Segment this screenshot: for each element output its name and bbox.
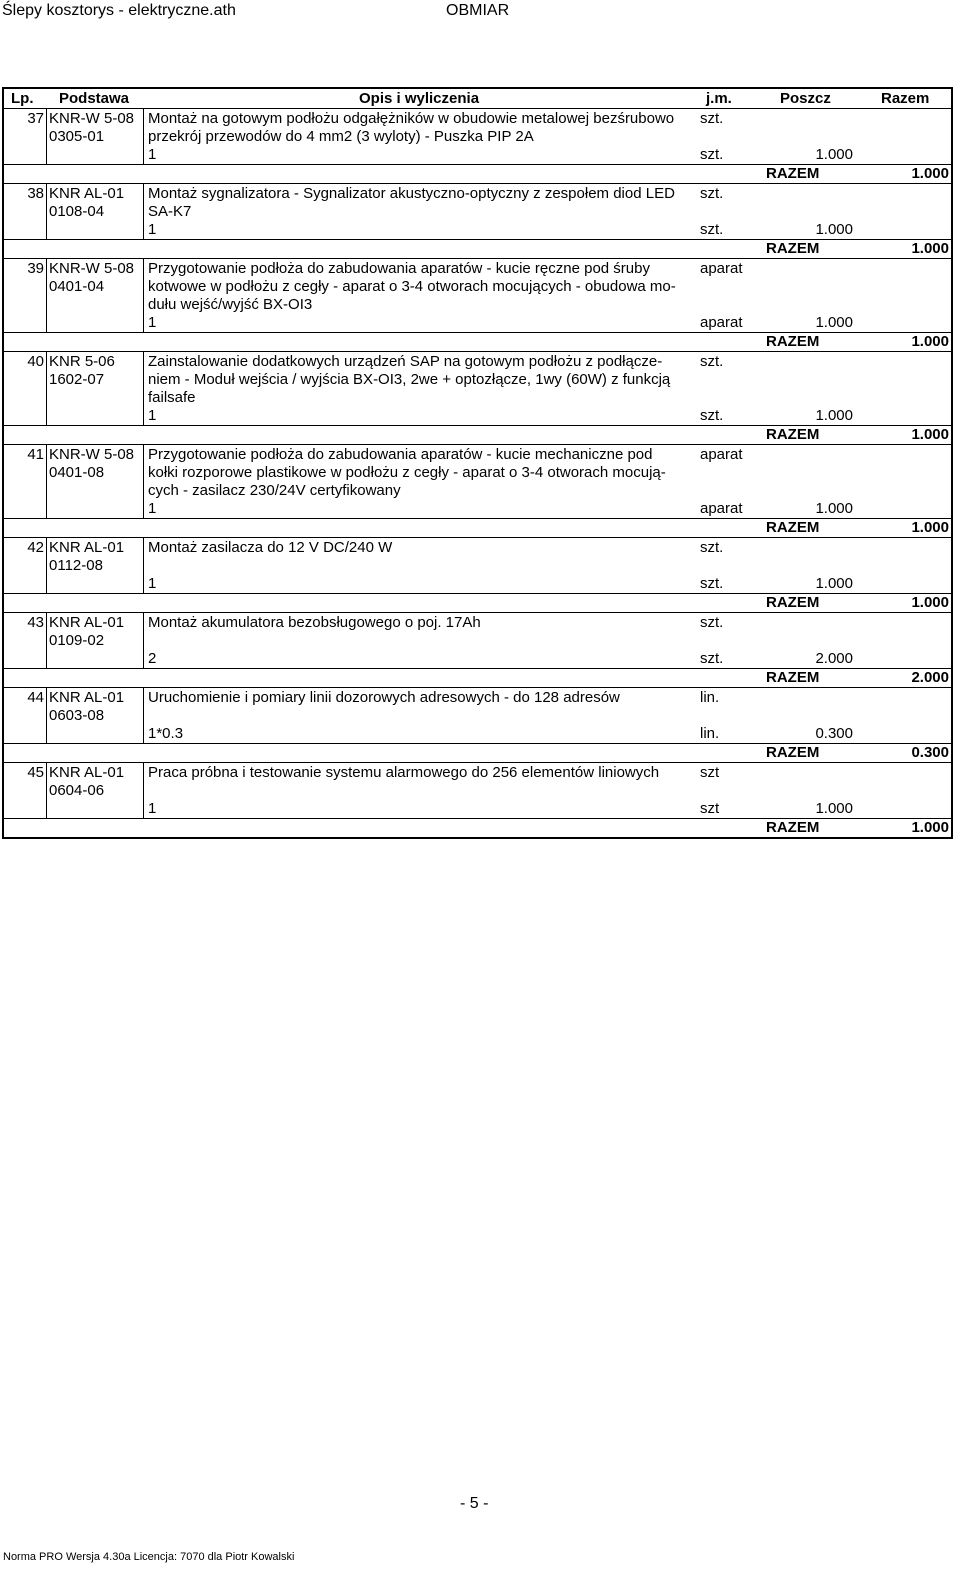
calc-expression: 1 — [148, 146, 157, 163]
calc-unit: szt. — [700, 575, 724, 592]
base-line: 0603-08 — [49, 707, 105, 724]
sum-label: RAZEM — [766, 426, 820, 443]
table-row — [4, 538, 951, 613]
calc-expression: 1 — [148, 314, 157, 331]
row-unit: lin. — [700, 689, 720, 706]
column-divider — [143, 688, 144, 744]
column-divider — [46, 688, 47, 744]
calc-value: 0.300 — [815, 725, 853, 742]
row-number: 41 — [27, 446, 44, 463]
row-base — [49, 614, 141, 650]
row-unit: szt. — [700, 110, 724, 127]
description-line: Praca próbna i testowanie systemu alarmowego do 256 elementów liniowych — [148, 764, 660, 781]
row-base — [49, 689, 141, 725]
table-row — [4, 259, 951, 352]
document-title: Ślepy kosztorys - elektryczne.ath — [2, 2, 236, 19]
row-description — [148, 260, 696, 314]
column-divider — [143, 445, 144, 519]
sum-value: 1.000 — [911, 594, 949, 611]
sum-label: RAZEM — [766, 333, 820, 350]
sum-label: RAZEM — [766, 519, 820, 536]
row-description — [148, 539, 696, 557]
row-number: 43 — [27, 614, 44, 631]
sum-value: 1.000 — [911, 426, 949, 443]
row-base — [49, 353, 141, 389]
sum-label: RAZEM — [766, 744, 820, 761]
base-line: 0109-02 — [49, 632, 105, 649]
calc-value: 1.000 — [815, 575, 853, 592]
row-description — [148, 764, 696, 782]
description-line: kotwowe w podłożu z cegły - aparat o 3-4 otworach mocujących - obudowa mo- — [148, 278, 676, 295]
base-line: KNR AL-01 — [49, 185, 125, 202]
col-qty: Poszcz — [780, 90, 831, 107]
row-base — [49, 185, 141, 221]
sum-label: RAZEM — [766, 165, 820, 182]
row-unit: aparat — [700, 446, 743, 463]
row-description — [148, 110, 696, 146]
description-line: SA-K7 — [148, 203, 192, 220]
description-line: dułu wejść/wyjść BX-OI3 — [148, 296, 313, 313]
table-row — [4, 352, 951, 445]
base-line: KNR AL-01 — [49, 614, 125, 631]
sum-label: RAZEM — [766, 819, 820, 836]
sum-value: 1.000 — [911, 819, 949, 836]
calc-value: 1.000 — [815, 500, 853, 517]
table-row — [4, 184, 951, 259]
col-base: Podstawa — [59, 90, 130, 107]
column-divider — [46, 763, 47, 819]
column-divider — [143, 109, 144, 165]
column-divider — [46, 184, 47, 240]
column-divider — [143, 763, 144, 819]
base-line: KNR AL-01 — [49, 764, 125, 781]
calc-unit: aparat — [700, 314, 743, 331]
row-base — [49, 260, 141, 296]
sum-value: 1.000 — [911, 240, 949, 257]
description-line: Zainstalowanie dodatkowych urządzeń SAP na gotowym podłożu z podłącze- — [148, 353, 663, 370]
description-line: niem - Moduł wejścia / wyjścia BX-OI3, 2we + optozłącze, 1wy (60W) z funkcją — [148, 371, 671, 388]
calc-value: 1.000 — [815, 407, 853, 424]
table-row — [4, 445, 951, 538]
sum-value: 0.300 — [911, 744, 949, 761]
row-number: 39 — [27, 260, 44, 277]
column-divider — [46, 445, 47, 519]
column-divider — [46, 352, 47, 426]
calc-value: 1.000 — [815, 314, 853, 331]
row-number: 37 — [27, 110, 44, 127]
sum-value: 1.000 — [911, 333, 949, 350]
row-unit: szt. — [700, 614, 724, 631]
base-line: 0604-06 — [49, 782, 105, 799]
table-row — [4, 763, 951, 837]
calc-unit: aparat — [700, 500, 743, 517]
calc-value: 1.000 — [815, 800, 853, 817]
description-line: Montaż na gotowym podłożu odgałężników w obudowie metalowej bezśrubowo — [148, 110, 675, 127]
base-line: KNR-W 5-08 — [49, 260, 135, 277]
base-line: 0108-04 — [49, 203, 105, 220]
table-row — [4, 688, 951, 763]
description-line: Przygotowanie podłoża do zabudowania aparatów - kucie ręczne pod śruby — [148, 260, 650, 277]
column-divider — [46, 538, 47, 594]
column-divider — [143, 352, 144, 426]
calc-value: 1.000 — [815, 221, 853, 238]
row-unit: szt. — [700, 539, 724, 556]
description-line: Montaż sygnalizatora - Sygnalizator akustyczno-optyczny z zespołem diod LED — [148, 185, 675, 202]
sum-label: RAZEM — [766, 240, 820, 257]
col-desc: Opis i wyliczenia — [359, 90, 480, 107]
description-line: przekrój przewodów do 4 mm2 (3 wyloty) - Puszka PIP 2A — [148, 128, 534, 145]
description-line: Przygotowanie podłoża do zabudowania aparatów - kucie mechaniczne pod — [148, 446, 653, 463]
column-divider — [143, 184, 144, 240]
col-total: Razem — [881, 90, 930, 107]
sum-value: 2.000 — [911, 669, 949, 686]
table-row — [4, 613, 951, 688]
calc-unit: szt. — [700, 650, 724, 667]
row-description — [148, 353, 696, 407]
sum-label: RAZEM — [766, 669, 820, 686]
row-number: 42 — [27, 539, 44, 556]
column-divider — [46, 259, 47, 333]
calc-expression: 1 — [148, 221, 157, 238]
calc-unit: lin. — [700, 725, 720, 742]
base-line: KNR 5-06 — [49, 353, 115, 370]
row-description — [148, 614, 696, 632]
license-footer: Norma PRO Wersja 4.30a Licencja: 7070 dla Piotr Kowalski — [3, 1551, 295, 1563]
calc-unit: szt. — [700, 221, 724, 238]
base-line: 0112-08 — [49, 557, 103, 574]
calc-expression: 1 — [148, 800, 157, 817]
calc-expression: 2 — [148, 650, 157, 667]
col-lp: Lp. — [11, 90, 34, 107]
table-row — [4, 109, 951, 184]
base-line: KNR-W 5-08 — [49, 446, 135, 463]
base-line: KNR AL-01 — [49, 539, 125, 556]
row-unit: aparat — [700, 260, 743, 277]
base-line: 1602-07 — [49, 371, 105, 388]
column-divider — [143, 259, 144, 333]
calc-unit: szt. — [700, 407, 724, 424]
base-line: KNR-W 5-08 — [49, 110, 135, 127]
measurement-table — [2, 87, 953, 839]
table-header — [4, 89, 951, 109]
column-divider — [143, 538, 144, 594]
calc-expression: 1 — [148, 407, 157, 424]
description-line: Uruchomienie i pomiary linii dozorowych adresowych - do 128 adresów — [148, 689, 620, 706]
section-title: OBMIAR — [446, 2, 510, 19]
row-description — [148, 689, 696, 707]
sum-value: 1.000 — [911, 165, 949, 182]
row-description — [148, 446, 696, 500]
col-unit: j.m. — [706, 90, 732, 107]
calc-expression: 1*0.3 — [148, 725, 184, 742]
calc-unit: szt — [700, 800, 720, 817]
description-line: kołki rozporowe plastikowe w podłożu z cegły - aparat o 3-4 otworach mocują- — [148, 464, 666, 481]
base-line: 0305-01 — [49, 128, 105, 145]
sum-label: RAZEM — [766, 594, 820, 611]
row-unit: szt. — [700, 185, 724, 202]
base-line: 0401-04 — [49, 278, 105, 295]
column-divider — [46, 109, 47, 165]
table-body — [4, 109, 951, 837]
description-line: Montaż zasilacza do 12 V DC/240 W — [148, 539, 393, 556]
page-number: - 5 - — [460, 1495, 489, 1512]
row-base — [49, 110, 141, 146]
row-number: 40 — [27, 353, 44, 370]
column-divider — [46, 613, 47, 669]
description-line: Montaż akumulatora bezobsługowego o poj. 17Ah — [148, 614, 481, 631]
base-line: KNR AL-01 — [49, 689, 125, 706]
row-base — [49, 764, 141, 800]
row-number: 45 — [27, 764, 44, 781]
base-line: 0401-08 — [49, 464, 105, 481]
description-line: cych - zasilacz 230/24V certyfikowany — [148, 482, 401, 499]
calc-expression: 1 — [148, 575, 157, 592]
description-line: failsafe — [148, 389, 196, 406]
row-description — [148, 185, 696, 221]
calc-expression: 1 — [148, 500, 157, 517]
row-base — [49, 446, 141, 482]
sum-value: 1.000 — [911, 519, 949, 536]
calc-unit: szt. — [700, 146, 724, 163]
row-unit: szt — [700, 764, 720, 781]
calc-value: 2.000 — [815, 650, 853, 667]
column-divider — [143, 613, 144, 669]
calc-value: 1.000 — [815, 146, 853, 163]
row-number: 44 — [27, 689, 44, 706]
row-unit: szt. — [700, 353, 724, 370]
row-base — [49, 539, 141, 575]
row-number: 38 — [27, 185, 44, 202]
